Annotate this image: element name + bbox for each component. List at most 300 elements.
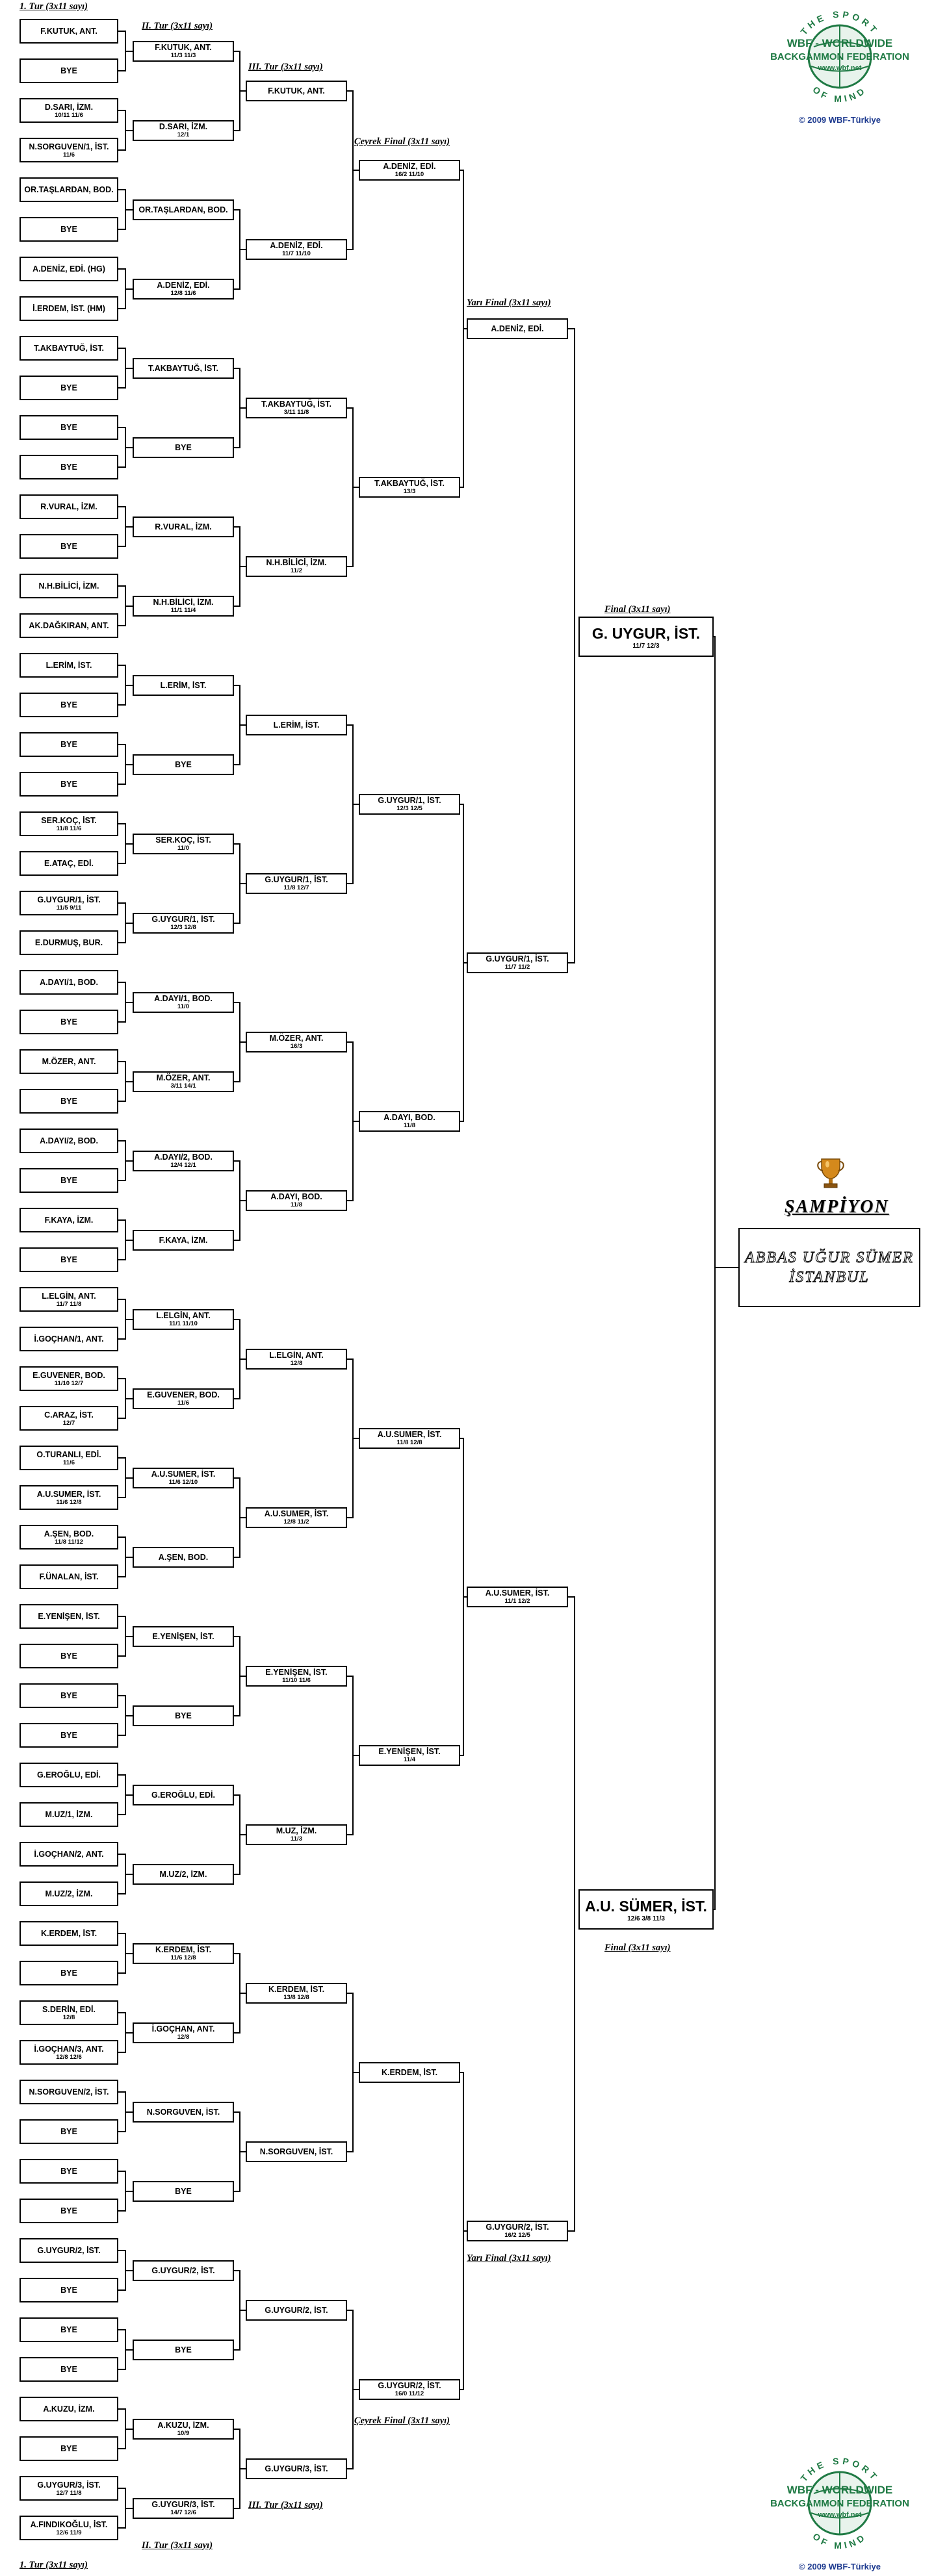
match-score: 11/8 12/7 (283, 884, 309, 891)
match-slot (246, 398, 347, 418)
match-score: 11/0 (177, 845, 189, 852)
semifinal-label-top: Yarı Final (3x11 sayı) (467, 298, 551, 308)
bracket-connector (240, 2310, 246, 2311)
match-score: 11/2 (291, 567, 302, 574)
logo-url: www.wbf.net (818, 64, 862, 72)
match-score: 11/7 11/10 (282, 250, 311, 257)
player-name: A.DENİZ, EDİ. (HG) (32, 264, 105, 274)
bracket-connector (125, 1398, 133, 1399)
player-name: N.H.BİLİCİ, İZM. (153, 598, 214, 607)
logo-arc-top: THE SPORT (798, 8, 881, 37)
player-name: M.UZ/2, İZM. (159, 1869, 207, 1879)
player-name: A.FINDIKOĞLU, İST. (30, 2519, 108, 2529)
match-slot (19, 2159, 118, 2184)
match-slot (19, 494, 118, 519)
player-name: BYE (60, 2325, 77, 2334)
match-slot (359, 1745, 460, 1766)
player-name: AK.DAĞKIRAN, ANT. (29, 621, 109, 630)
match-slot (19, 1208, 118, 1232)
match-slot (246, 1507, 347, 1528)
bracket-connector (240, 1834, 246, 1835)
bracket-connector (125, 1477, 133, 1479)
match-slot (359, 794, 460, 815)
bracket-connector (353, 804, 359, 805)
match-slot (19, 1604, 118, 1629)
player-name: BYE (175, 2186, 192, 2196)
player-name: F.KAYA, İZM. (159, 1235, 208, 1245)
wbf-globe-icon (768, 2448, 911, 2558)
bracket-connector (125, 51, 133, 52)
match-score: 11/6 12/8 (170, 1954, 196, 1961)
match-score: 11/1 11/4 (170, 607, 196, 614)
match-score: 14/7 12/6 (170, 2509, 196, 2516)
player-name: D.SARI, İZM. (44, 102, 94, 112)
player-name: E.ATAÇ, EDİ. (44, 859, 94, 868)
player-name: A.U.SUMER, İST. (485, 1588, 550, 1598)
player-name: T.AKBAYTUĞ, İST. (261, 400, 331, 409)
match-slot (19, 336, 118, 361)
match-slot (246, 556, 347, 577)
match-slot (246, 873, 347, 894)
logo-copyright: © 2009 WBF-Türkiye (799, 115, 881, 125)
bracket-connector (240, 1676, 246, 1677)
bracket-connector (125, 209, 133, 210)
match-score: 11/7 11/2 (504, 963, 530, 971)
player-name: A.DENİZ, EDİ. (157, 281, 210, 290)
player-name: BYE (175, 759, 192, 769)
match-slot (133, 1943, 234, 1964)
player-name: BYE (60, 1017, 77, 1027)
match-score: 16/3 (290, 1043, 303, 1050)
match-slot (133, 2419, 234, 2440)
player-name: M.UZ/2, İZM. (45, 1889, 93, 1898)
player-name: E.DURMUŞ, BUR. (34, 938, 103, 947)
player-name: BYE (175, 442, 192, 452)
player-name: G.EROĞLU, EDİ. (151, 1790, 215, 1800)
player-name: K.ERDEM, İST. (40, 1929, 97, 1938)
player-name: E.YENİŞEN, İST. (152, 1631, 214, 1641)
player-name: BYE (60, 542, 77, 551)
round2-label-top: II. Tur (3x11 sayı) (142, 21, 213, 31)
bracket-connector (125, 288, 133, 290)
match-slot (19, 1049, 118, 1074)
player-name: N.H.BİLİCİ, İZM. (38, 581, 99, 591)
player-name: E.GUVENER, BOD. (32, 1370, 105, 1380)
match-score: 12/6 3/8 11/3 (627, 1915, 665, 1922)
player-name: A.DENİZ, EDİ. (383, 162, 436, 171)
match-slot (359, 2379, 460, 2400)
bracket-connector (574, 328, 575, 963)
bracket-connector (125, 447, 133, 448)
bracket-connector (125, 1240, 133, 1241)
player-name: İ.ERDEM, İST. (HM) (32, 304, 105, 313)
match-slot (19, 1683, 118, 1708)
match-slot (359, 2062, 460, 2083)
player-name: S.DERİN, EDİ. (42, 2004, 96, 2014)
bracket-connector (353, 1755, 359, 1756)
match-slot (19, 1247, 118, 1272)
match-slot (19, 574, 118, 598)
match-slot (19, 851, 118, 876)
match-slot (133, 1864, 234, 1885)
match-slot (133, 358, 234, 379)
match-score: 11/7 12/3 (632, 642, 660, 650)
player-name: SER.KOÇ, İST. (155, 835, 211, 845)
match-slot (133, 1388, 234, 1409)
player-name: A.DAYI/2, BOD. (154, 1153, 213, 1162)
match-slot (19, 2516, 118, 2540)
player-name: A.U.SUMER, İST. (264, 1509, 329, 1518)
player-name: A.KUZU, İZM. (43, 2404, 95, 2414)
match-score: 16/2 11/10 (395, 171, 424, 178)
match-slot (133, 675, 234, 696)
match-slot (19, 2436, 118, 2461)
match-slot (133, 2260, 234, 2281)
wbf-globe-icon (768, 1, 911, 112)
champion-box (738, 1228, 920, 1307)
player-name: BYE (60, 1255, 77, 1264)
match-slot (19, 1168, 118, 1193)
match-slot (19, 1287, 118, 1312)
match-slot (19, 1564, 118, 1589)
match-score: 11/8 11/12 (55, 1538, 83, 1546)
player-name: F.KAYA, İZM. (44, 1216, 94, 1225)
bracket-connector (125, 923, 133, 924)
bracket-connector (125, 1319, 133, 1320)
match-slot (19, 415, 118, 440)
player-name: L.ELGİN, ANT. (269, 1351, 324, 1360)
player-name: F.KUTUK, ANT. (268, 86, 325, 96)
player-name: L.ELGİN, ANT. (156, 1311, 211, 1320)
player-name: A.ŞEN, BOD. (44, 1529, 94, 1538)
player-name: BYE (60, 2444, 77, 2453)
player-name: SER.KOÇ, İST. (41, 815, 97, 825)
bracket-connector (125, 2429, 133, 2430)
bracket-connector (125, 368, 133, 369)
match-score: 12/8 11/2 (283, 1518, 309, 1525)
player-name: K.ERDEM, İST. (268, 1985, 325, 1994)
bracket-connector (125, 130, 133, 131)
player-name: İ.GOÇHAN/3, ANT. (34, 2044, 104, 2054)
player-name: G.UYGUR/1, İST. (37, 895, 101, 904)
player-name: BYE (60, 1731, 77, 1740)
match-slot (19, 534, 118, 559)
bracket-connector (125, 843, 133, 845)
match-slot (359, 160, 460, 181)
player-name: A.ŞEN, BOD. (158, 1552, 209, 1562)
match-score: 11/6 12/10 (168, 1479, 198, 1486)
match-slot (133, 1151, 234, 1171)
match-score: 12/3 12/5 (396, 805, 422, 812)
match-score: 3/11 11/8 (283, 409, 309, 416)
match-score: 16/0 11/12 (395, 2390, 424, 2397)
round2-label-bottom: II. Tur (3x11 sayı) (142, 2540, 213, 2551)
match-slot (246, 239, 347, 260)
bracket-connector (125, 606, 133, 607)
match-score: 3/11 14/1 (170, 1082, 196, 1090)
match-slot (19, 1366, 118, 1391)
match-slot (19, 1406, 118, 1431)
player-name: E.YENİŞEN, İST. (378, 1747, 441, 1756)
bracket-connector (240, 1358, 246, 1360)
player-name: BYE (60, 2286, 77, 2295)
player-name: A.DAYI/2, BOD. (40, 1136, 98, 1145)
player-name: C.ARAZ, İST. (44, 1410, 94, 1420)
player-name: M.UZ/1, İZM. (45, 1810, 93, 1819)
match-slot (467, 952, 568, 973)
match-score: 11/6 (63, 151, 75, 159)
match-slot (19, 58, 118, 83)
match-slot (19, 177, 118, 202)
player-name: A.DAYI/1, BOD. (154, 994, 213, 1003)
bracket-connector (240, 1041, 246, 1043)
match-slot (19, 1485, 118, 1510)
match-slot (19, 1723, 118, 1748)
bracket-connector (125, 1874, 133, 1875)
player-name: K.ERDEM, İST. (155, 1945, 212, 1954)
match-slot (19, 732, 118, 757)
match-slot (246, 1349, 347, 1370)
match-slot (359, 1111, 460, 1132)
player-name: T.AKBAYTUĞ, İST. (374, 479, 445, 488)
match-score: 11/0 (177, 1003, 189, 1010)
match-slot (133, 199, 234, 220)
bracket-connector (240, 1517, 246, 1518)
player-name: E.GUVENER, BOD. (147, 1390, 220, 1399)
player-name: BYE (60, 225, 77, 234)
match-slot (19, 1327, 118, 1351)
player-name: F.KUTUK, ANT. (40, 27, 97, 36)
champion-name: ABBAS UĞUR SÜMER (745, 1249, 914, 1266)
match-slot (133, 2181, 234, 2202)
player-name: G.UYGUR/2, İST. (151, 2265, 215, 2275)
match-slot (467, 2221, 568, 2241)
player-name: F.ÜNALAN, İST. (39, 1572, 99, 1581)
bracket-connector (353, 170, 359, 171)
match-slot (467, 1587, 568, 1607)
match-slot (133, 41, 234, 62)
player-name: G.UYGUR/1, İST. (378, 796, 441, 805)
match-score: 11/6 12/8 (56, 1498, 82, 1506)
match-score: 11/5 9/11 (56, 904, 82, 912)
logo-line1: WBF - WORLDWIDE (786, 2484, 893, 2496)
match-slot (19, 693, 118, 717)
match-slot (246, 2458, 347, 2479)
match-slot (19, 19, 118, 44)
player-name: D.SARI, İZM. (159, 122, 208, 131)
bracket-connector (240, 1993, 246, 1994)
bracket-connector (353, 2389, 359, 2390)
player-name: N.SORGUVEN, İST. (259, 2147, 333, 2156)
match-slot (19, 772, 118, 797)
bracket-connector (125, 526, 133, 528)
player-name: R.VURAL, İZM. (40, 502, 97, 511)
final-label-bottom: Final (3x11 sayı) (604, 1943, 671, 1953)
bracket-connector (714, 636, 716, 1910)
wbf-logo-bottom (768, 2448, 911, 2571)
player-name: G.UYGUR/2, İST. (378, 2381, 441, 2390)
player-name: İ.GOÇHAN/1, ANT. (34, 1334, 104, 1344)
player-name: A.U.SUMER, İST. (36, 1489, 101, 1499)
bracket-connector (240, 2151, 246, 2152)
match-slot (19, 2040, 118, 2065)
match-slot (133, 2102, 234, 2123)
bracket-connector (125, 764, 133, 765)
player-name: F.KUTUK, ANT. (155, 43, 212, 52)
match-slot (246, 1666, 347, 1687)
match-slot (133, 754, 234, 775)
player-name: BYE (60, 423, 77, 432)
match-slot (19, 2278, 118, 2302)
logo-line1: WBF - WORLDWIDE (786, 37, 893, 49)
match-slot (19, 138, 118, 162)
match-slot (133, 516, 234, 537)
match-score: 11/3 11/3 (170, 52, 196, 59)
bracket-connector (353, 2072, 359, 2073)
match-slot (19, 1129, 118, 1153)
player-name: A.DAYI, BOD. (270, 1192, 322, 1201)
match-slot (133, 1626, 234, 1647)
player-name: G.UYGUR/2, İST. (37, 2246, 101, 2255)
match-slot (133, 2498, 234, 2519)
match-score: 11/10 12/7 (54, 1379, 84, 1387)
logo-url: www.wbf.net (818, 2511, 862, 2519)
bracket-connector (125, 1160, 133, 1162)
match-score: 13/3 (403, 488, 416, 495)
player-name: BYE (60, 2127, 77, 2136)
match-slot (246, 2141, 347, 2162)
match-slot (359, 477, 460, 498)
match-score: 11/3 (291, 1835, 302, 1843)
match-slot (246, 1190, 347, 1211)
match-score: 12/1 (177, 131, 190, 138)
player-name: BYE (60, 2365, 77, 2374)
match-score: 11/4 (404, 1756, 415, 1763)
bracket-connector (125, 1715, 133, 1716)
player-name: G.UYGUR/1, İST. (265, 875, 328, 884)
match-score: 11/1 11/10 (169, 1320, 198, 1327)
match-slot (133, 834, 234, 854)
player-name: A.DAYI/1, BOD. (40, 978, 98, 987)
bracket-connector (240, 2468, 246, 2469)
match-score: 10/11 11/6 (55, 111, 83, 119)
round3-label-bottom: III. Tur (3x11 sayı) (248, 2500, 323, 2510)
match-score: 16/2 12/5 (504, 2232, 530, 2239)
bracket-connector (125, 685, 133, 686)
bracket-connector (240, 90, 246, 92)
match-score: 11/8 12/8 (396, 1439, 422, 1446)
match-slot (19, 2317, 118, 2342)
match-slot (19, 2238, 118, 2263)
bracket-connector (574, 1596, 575, 2232)
player-name: İ.GOÇHAN/2, ANT. (34, 1850, 104, 1859)
player-name: BYE (60, 383, 77, 392)
player-name: İ.GOÇHAN, ANT. (151, 2024, 215, 2034)
match-score: 11/6 (63, 1459, 75, 1466)
quarterfinal-label-bottom: Çeyrek Final (3x11 sayı) (354, 2416, 450, 2426)
bracket-connector (240, 566, 246, 567)
player-name: A.U.SUMER, İST. (377, 1430, 442, 1439)
player-name: A.U.SUMER, İST. (151, 1470, 216, 1479)
match-slot (19, 376, 118, 400)
bracket-connector (240, 249, 246, 250)
match-slot (19, 98, 118, 123)
player-name: N.SORGUVEN/1, İST. (29, 142, 109, 151)
match-slot (19, 1089, 118, 1114)
semifinal-label-bottom: Yarı Final (3x11 sayı) (467, 2253, 551, 2264)
player-name: BYE (60, 1691, 77, 1700)
player-name: BYE (60, 1651, 77, 1661)
bracket-connector (125, 2111, 133, 2113)
player-name: T.AKBAYTUĞ, İST. (148, 363, 218, 373)
match-slot (19, 1802, 118, 1827)
round1-label-bottom: 1. Tur (3x11 sayı) (19, 2560, 88, 2570)
bracket-connector (240, 883, 246, 884)
match-slot (246, 1032, 347, 1052)
round3-label-top: III. Tur (3x11 sayı) (248, 62, 323, 72)
match-slot (19, 2000, 118, 2025)
match-score: 11/8 (291, 1201, 302, 1208)
player-name: BYE (60, 2206, 77, 2215)
player-name: L.ERİM, İST. (273, 720, 320, 730)
match-slot (19, 296, 118, 321)
match-slot (246, 1824, 347, 1845)
match-slot (133, 1071, 234, 1092)
player-name: N.SORGUVEN, İST. (146, 2107, 220, 2117)
bracket-connector (125, 2270, 133, 2271)
match-score: 11/6 (177, 1399, 189, 1407)
match-score: 12/7 11/8 (56, 2489, 82, 2497)
player-name: G.UYGUR/2, İST. (486, 2223, 549, 2232)
match-slot (133, 913, 234, 934)
match-slot (133, 437, 234, 458)
match-slot (19, 455, 118, 479)
player-name: OR.TAŞLARDAN, BOD. (24, 185, 114, 194)
match-slot (578, 617, 714, 657)
player-name: T.AKBAYTUĞ, İST. (34, 344, 104, 353)
bracket-connector (125, 2032, 133, 2034)
bracket-connector (125, 2349, 133, 2351)
match-slot (19, 1010, 118, 1034)
player-name: L.ERİM, İST. (160, 680, 207, 690)
match-slot (19, 1763, 118, 1787)
player-name: A.DENİZ, EDİ. (270, 241, 323, 250)
player-name: L.ERİM, İST. (45, 661, 92, 670)
player-name: OR.TAŞLARDAN, BOD. (138, 205, 228, 214)
logo-arc-bottom: OF MIND (811, 2531, 869, 2551)
player-name: BYE (60, 463, 77, 472)
player-name: R.VURAL, İZM. (155, 522, 212, 531)
player-name: A.DENİZ, EDİ. (491, 324, 544, 333)
match-slot (19, 1446, 118, 1470)
player-name: E.YENİŞEN, İST. (265, 1668, 328, 1677)
match-slot (19, 1842, 118, 1867)
player-name: O.TURANLI, EDİ. (36, 1449, 101, 1459)
player-name: BYE (60, 780, 77, 789)
wbf-logo-top (768, 1, 911, 125)
match-slot (133, 992, 234, 1013)
match-slot (19, 930, 118, 955)
player-name: G.UYGUR/3, İST. (265, 2464, 328, 2473)
match-slot (246, 81, 347, 101)
player-name: BYE (60, 1969, 77, 1978)
bracket-connector (125, 1002, 133, 1003)
logo-line2: BACKGAMMON FEDERATION (770, 2498, 909, 2509)
logo-arc-bottom: OF MIND (811, 84, 869, 105)
match-slot (19, 1525, 118, 1549)
match-score: 13/8 12/8 (283, 1994, 309, 2001)
match-slot (133, 1309, 234, 1330)
